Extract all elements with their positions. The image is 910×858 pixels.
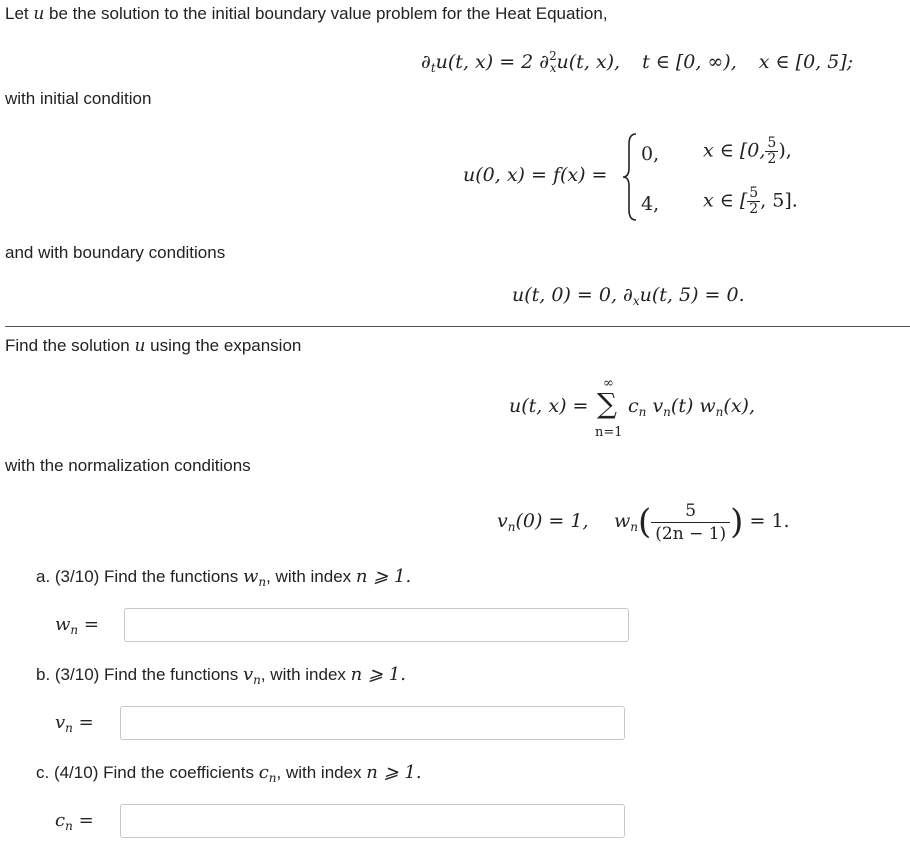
answer-a-label: $w_n$ = [55, 614, 99, 637]
case2-fraction: $\frac{5}{2}$ [749, 185, 759, 217]
normalization-w: $w_n$( $\frac{5}{(2n - 1)}$ ) = 1. [614, 500, 790, 544]
boundary-conditions: u(t, 0) = 0, $\partial_xu(t$, 5) = 0. [512, 284, 745, 308]
case1-domain: x ∈ [0, $\frac{5}{2}$ ), [703, 135, 792, 167]
expansion-rhs: $c_n$ $v_n(t)$ $w_n(x)$, [628, 395, 755, 419]
heat-equation: $\partial_tu(t$, x) = 2 ∂$^2_x$u(t, x), t ∈ [0, ∞), x ∈ [0, 5]; [421, 49, 854, 75]
sum-lower-limit: n=1 [595, 425, 623, 440]
normalization-fraction: $\frac{5}{(2n - 1)}$ [651, 500, 730, 545]
answer-b-input[interactable] [120, 706, 625, 740]
sum-symbol: ∑ [597, 387, 617, 420]
answer-c-label: $c_n$ = [55, 810, 94, 833]
expansion-label: Find the solution u using the expansion [5, 336, 302, 356]
part-a-question: a. (3/10) Find the functions $w_n$, with index n ⩾ 1. [36, 566, 412, 589]
initial-condition-lhs: u(0, x) = f(x) = [463, 164, 608, 186]
sum-upper-limit: ∞ [603, 376, 614, 391]
initial-condition-label: with initial condition [5, 89, 152, 108]
piecewise-brace [622, 132, 638, 226]
answer-a-input[interactable] [124, 608, 629, 642]
expansion-lhs: u(t, x) = [509, 395, 589, 417]
case1-fraction: $\frac{5}{2}$ [767, 135, 777, 167]
intro-text: Let u be the solution to the initial boundary value problem for the Heat Equation, [5, 4, 608, 24]
part-b-question: b. (3/10) Find the functions $v_n$, with index n ⩾ 1. [36, 664, 406, 687]
normalization-v: $v_n(0) = 1$, [497, 510, 589, 534]
answer-c-input[interactable] [120, 804, 625, 838]
case2-value: 4, [641, 193, 660, 215]
answer-b-label: $v_n$ = [55, 712, 94, 735]
divider [5, 326, 910, 327]
boundary-conditions-label: and with boundary conditions [5, 243, 226, 262]
normalization-label: with the normalization conditions [5, 456, 251, 475]
case1-value: 0, [641, 143, 660, 165]
case2-domain: x ∈ [ $\frac{5}{2}$ , 5]. [703, 185, 798, 217]
part-c-question: c. (4/10) Find the coefficients $c_n$, with index n ⩾ 1. [36, 762, 422, 785]
